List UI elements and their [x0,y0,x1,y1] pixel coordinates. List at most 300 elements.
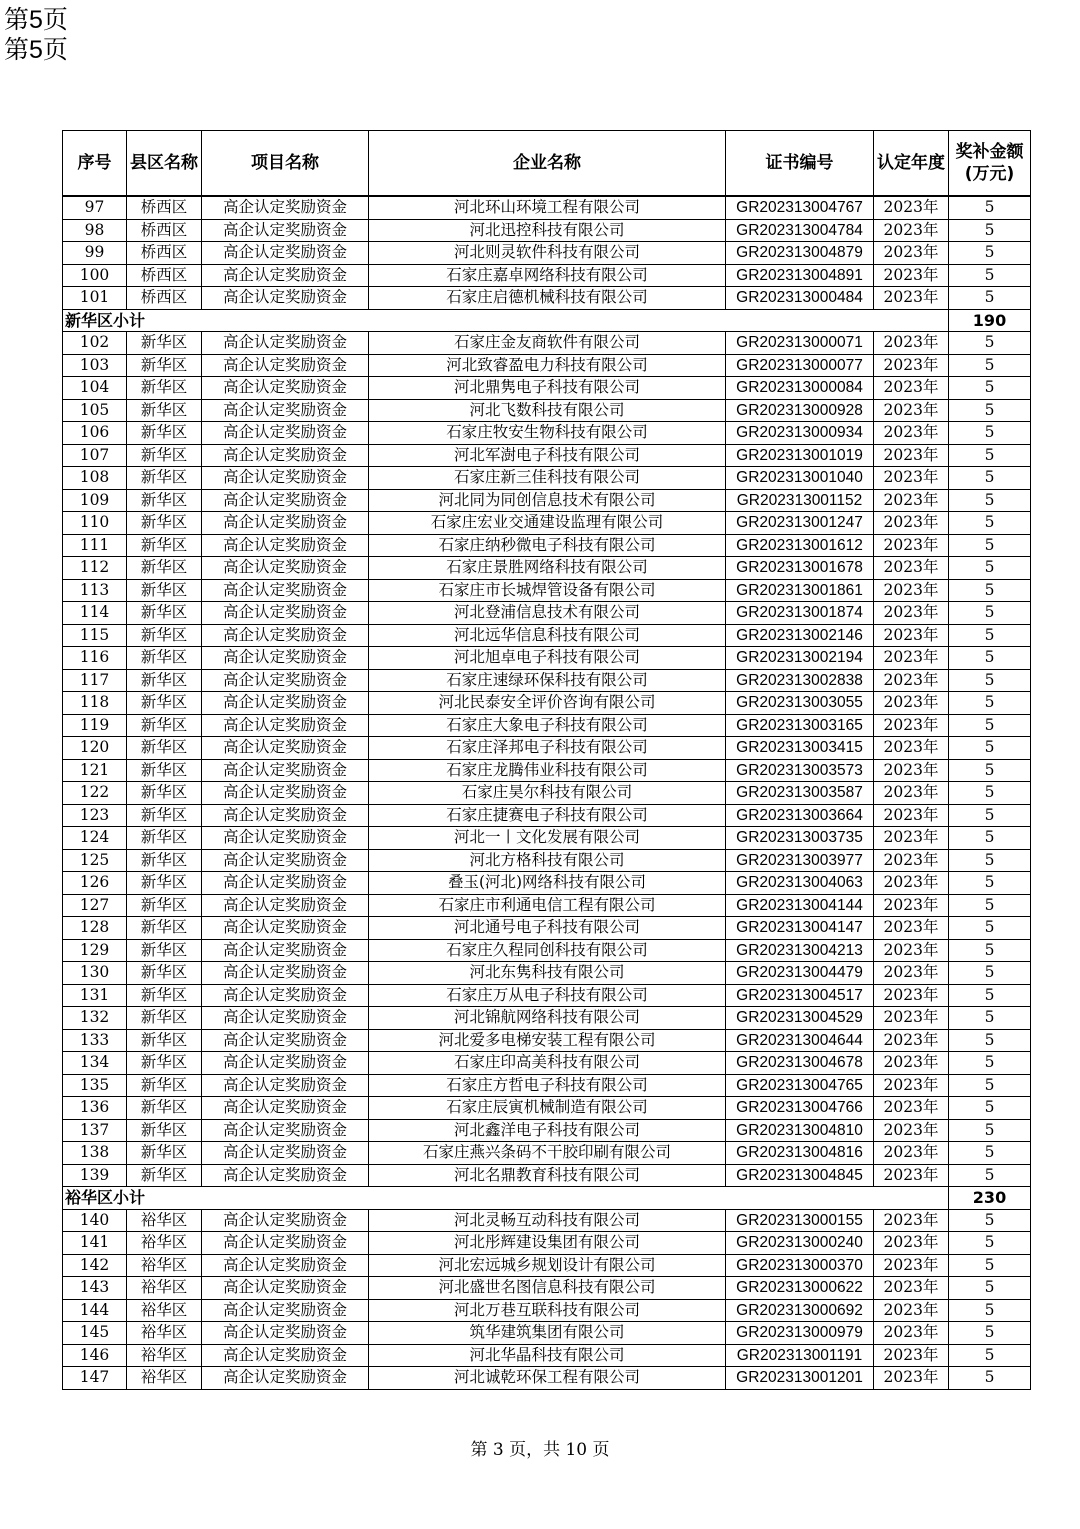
header-project: 项目名称 [202,131,369,197]
cell-project: 高企认定奖励资金 [202,737,369,760]
cell-project: 高企认定奖励资金 [202,196,369,219]
cell-amount: 5 [949,287,1031,310]
table-row [63,1097,1031,1120]
cell-county: 新华区 [127,939,202,962]
cell-amount: 5 [949,1322,1031,1345]
cell-no: 127 [63,894,127,917]
cell-company: 河北则灵软件科技有限公司 [369,242,726,265]
subtotal-label: 新华区小计 [63,309,202,332]
cell-county: 新华区 [127,737,202,760]
cell-amount: 5 [949,332,1031,355]
cell-project: 高企认定奖励资金 [202,1277,369,1300]
cell-county: 新华区 [127,422,202,445]
table-header-row [63,131,1031,197]
cell-amount: 5 [949,354,1031,377]
cell-cert: GR202313001874 [726,602,874,625]
cell-project: 高企认定奖励资金 [202,534,369,557]
cell-year: 2023年 [874,399,949,422]
cell-no: 107 [63,444,127,467]
table-row [63,1322,1031,1345]
subtotal-spacer [202,309,949,332]
cell-year: 2023年 [874,872,949,895]
cell-project: 高企认定奖励资金 [202,669,369,692]
cell-company: 石家庄启德机械科技有限公司 [369,287,726,310]
cell-year: 2023年 [874,422,949,445]
cell-amount: 5 [949,489,1031,512]
cell-county: 新华区 [127,1119,202,1142]
table-row [63,962,1031,985]
table-row [63,1254,1031,1277]
page-header-line-2: 第5页 [4,36,68,64]
cell-county: 裕华区 [127,1367,202,1390]
cell-year: 2023年 [874,759,949,782]
subtotal-row [63,309,1031,332]
table-row [63,1074,1031,1097]
table-row [63,804,1031,827]
cell-year: 2023年 [874,264,949,287]
cell-cert: GR202313004766 [726,1097,874,1120]
cell-year: 2023年 [874,804,949,827]
cell-county: 新华区 [127,489,202,512]
cell-year: 2023年 [874,602,949,625]
cell-no: 129 [63,939,127,962]
cell-no: 114 [63,602,127,625]
cell-amount: 5 [949,624,1031,647]
cell-project: 高企认定奖励资金 [202,219,369,242]
cell-project: 高企认定奖励资金 [202,984,369,1007]
table-row [63,444,1031,467]
cell-cert: GR202313000934 [726,422,874,445]
cell-company: 石家庄昊尔科技有限公司 [369,782,726,805]
cell-year: 2023年 [874,939,949,962]
cell-amount: 5 [949,534,1031,557]
cell-cert: GR202313000979 [726,1322,874,1345]
cell-county: 裕华区 [127,1209,202,1232]
cell-county: 新华区 [127,849,202,872]
cell-year: 2023年 [874,714,949,737]
cell-county: 桥西区 [127,242,202,265]
table-row [63,1119,1031,1142]
cell-county: 新华区 [127,512,202,535]
cell-no: 145 [63,1322,127,1345]
cell-cert: GR202313000370 [726,1254,874,1277]
cell-cert: GR202313004529 [726,1007,874,1030]
cell-company: 石家庄纳秒微电子科技有限公司 [369,534,726,557]
cell-company: 河北同为同创信息技术有限公司 [369,489,726,512]
cell-year: 2023年 [874,669,949,692]
cell-project: 高企认定奖励资金 [202,1164,369,1187]
subtotal-row [63,1187,1031,1210]
cell-no: 138 [63,1142,127,1165]
cell-cert: GR202313001678 [726,557,874,580]
cell-company: 河北鑫洋电子科技有限公司 [369,1119,726,1142]
cell-county: 新华区 [127,827,202,850]
cell-project: 高企认定奖励资金 [202,489,369,512]
table-row [63,737,1031,760]
cell-project: 高企认定奖励资金 [202,647,369,670]
cell-no: 106 [63,422,127,445]
cell-company: 石家庄市长城焊管设备有限公司 [369,579,726,602]
cell-year: 2023年 [874,1322,949,1345]
cell-county: 新华区 [127,962,202,985]
cell-county: 裕华区 [127,1254,202,1277]
cell-no: 136 [63,1097,127,1120]
cell-company: 筑华建筑集团有限公司 [369,1322,726,1345]
cell-no: 131 [63,984,127,1007]
table-row [63,714,1031,737]
cell-project: 高企认定奖励资金 [202,714,369,737]
cell-cert: GR202313000484 [726,287,874,310]
cell-amount: 5 [949,939,1031,962]
cell-county: 新华区 [127,1029,202,1052]
cell-cert: GR202313000071 [726,332,874,355]
cell-amount: 5 [949,1209,1031,1232]
cell-project: 高企认定奖励资金 [202,579,369,602]
table-row [63,647,1031,670]
cell-year: 2023年 [874,377,949,400]
cell-company: 河北军澍电子科技有限公司 [369,444,726,467]
cell-no: 126 [63,872,127,895]
table-row [63,827,1031,850]
cell-cert: GR202313004784 [726,219,874,242]
table-row [63,242,1031,265]
cell-no: 125 [63,849,127,872]
header-year: 认定年度 [874,131,949,197]
table-body [63,196,1031,1389]
cell-county: 新华区 [127,647,202,670]
cell-project: 高企认定奖励资金 [202,1142,369,1165]
cell-no: 109 [63,489,127,512]
table-row [63,264,1031,287]
table-row [63,917,1031,940]
table-row [63,467,1031,490]
cell-no: 111 [63,534,127,557]
cell-project: 高企认定奖励资金 [202,1322,369,1345]
cell-amount: 5 [949,759,1031,782]
cell-year: 2023年 [874,737,949,760]
cell-amount: 5 [949,692,1031,715]
table-row [63,984,1031,1007]
cell-project: 高企认定奖励资金 [202,1097,369,1120]
cell-company: 石家庄久程同创科技有限公司 [369,939,726,962]
cell-county: 桥西区 [127,287,202,310]
cell-company: 河北诚乾环保工程有限公司 [369,1367,726,1390]
subtotal-label: 裕华区小计 [63,1187,202,1210]
cell-company: 河北彤辉建设集团有限公司 [369,1232,726,1255]
cell-no: 134 [63,1052,127,1075]
cell-no: 113 [63,579,127,602]
cell-project: 高企认定奖励资金 [202,377,369,400]
cell-no: 104 [63,377,127,400]
cell-no: 100 [63,264,127,287]
cell-amount: 5 [949,1052,1031,1075]
cell-county: 桥西区 [127,264,202,287]
cell-company: 石家庄龙腾伟业科技有限公司 [369,759,726,782]
cell-year: 2023年 [874,1344,949,1367]
cell-amount: 5 [949,647,1031,670]
cell-amount: 5 [949,849,1031,872]
cell-cert: GR202313000155 [726,1209,874,1232]
cell-project: 高企认定奖励资金 [202,827,369,850]
cell-company: 河北飞数科技有限公司 [369,399,726,422]
table-row [63,872,1031,895]
cell-year: 2023年 [874,332,949,355]
table-row [63,602,1031,625]
cell-year: 2023年 [874,579,949,602]
table-row [63,1052,1031,1075]
table-row [63,1344,1031,1367]
table-row [63,579,1031,602]
table-row [63,512,1031,535]
cell-project: 高企认定奖励资金 [202,287,369,310]
table-row [63,894,1031,917]
cell-county: 新华区 [127,692,202,715]
cell-year: 2023年 [874,692,949,715]
cell-no: 135 [63,1074,127,1097]
cell-company: 石家庄金友商软件有限公司 [369,332,726,355]
cell-no: 123 [63,804,127,827]
table-row [63,692,1031,715]
cell-county: 新华区 [127,714,202,737]
cell-county: 新华区 [127,444,202,467]
subtotal-spacer [202,1187,949,1210]
cell-company: 河北民泰安全评价咨询有限公司 [369,692,726,715]
cell-county: 新华区 [127,377,202,400]
table-row [63,759,1031,782]
cell-no: 110 [63,512,127,535]
cell-cert: GR202313004063 [726,872,874,895]
cell-cert: GR202313004767 [726,196,874,219]
cell-county: 桥西区 [127,196,202,219]
cell-no: 130 [63,962,127,985]
cell-no: 141 [63,1232,127,1255]
cell-company: 河北名鼎教育科技有限公司 [369,1164,726,1187]
cell-no: 146 [63,1344,127,1367]
cell-year: 2023年 [874,512,949,535]
cell-cert: GR202313004213 [726,939,874,962]
cell-project: 高企认定奖励资金 [202,804,369,827]
cell-no: 98 [63,219,127,242]
cell-company: 石家庄嘉卓网络科技有限公司 [369,264,726,287]
cell-year: 2023年 [874,557,949,580]
cell-amount: 5 [949,1164,1031,1187]
cell-company: 石家庄牧安生物科技有限公司 [369,422,726,445]
cell-amount: 5 [949,962,1031,985]
cell-year: 2023年 [874,624,949,647]
cell-company: 石家庄辰寅机械制造有限公司 [369,1097,726,1120]
cell-company: 河北远华信息科技有限公司 [369,624,726,647]
cell-amount: 5 [949,1074,1031,1097]
cell-project: 高企认定奖励资金 [202,332,369,355]
cell-year: 2023年 [874,1367,949,1390]
cell-company: 河北通号电子科技有限公司 [369,917,726,940]
cell-amount: 5 [949,377,1031,400]
cell-cert: GR202313003055 [726,692,874,715]
cell-year: 2023年 [874,1164,949,1187]
cell-cert: GR202313004765 [726,1074,874,1097]
cell-year: 2023年 [874,219,949,242]
table-row [63,1029,1031,1052]
cell-cert: GR202313003977 [726,849,874,872]
cell-county: 新华区 [127,332,202,355]
cell-company: 河北一丨文化发展有限公司 [369,827,726,850]
table-row [63,219,1031,242]
cell-project: 高企认定奖励资金 [202,1254,369,1277]
table-row [63,196,1031,219]
cell-amount: 5 [949,1254,1031,1277]
cell-county: 新华区 [127,984,202,1007]
cell-company: 河北环山环境工程有限公司 [369,196,726,219]
cell-amount: 5 [949,1029,1031,1052]
cell-amount: 5 [949,602,1031,625]
cell-company: 石家庄速绿环保科技有限公司 [369,669,726,692]
cell-amount: 5 [949,399,1031,422]
table-row [63,534,1031,557]
cell-cert: GR202313003735 [726,827,874,850]
cell-project: 高企认定奖励资金 [202,872,369,895]
cell-cert: GR202313004816 [726,1142,874,1165]
cell-project: 高企认定奖励资金 [202,1367,369,1390]
cell-county: 裕华区 [127,1232,202,1255]
cell-county: 裕华区 [127,1277,202,1300]
cell-year: 2023年 [874,1074,949,1097]
cell-amount: 5 [949,557,1031,580]
cell-company: 河北万巷互联科技有限公司 [369,1299,726,1322]
cell-no: 124 [63,827,127,850]
cell-county: 新华区 [127,782,202,805]
table-row [63,1232,1031,1255]
cell-year: 2023年 [874,1052,949,1075]
cell-year: 2023年 [874,489,949,512]
cell-amount: 5 [949,1119,1031,1142]
header-cert: 证书编号 [726,131,874,197]
cell-amount: 5 [949,264,1031,287]
cell-company: 石家庄燕兴条码不干胶印刷有限公司 [369,1142,726,1165]
cell-company: 河北方格科技有限公司 [369,849,726,872]
cell-cert: GR202313001247 [726,512,874,535]
cell-cert: GR202313002146 [726,624,874,647]
page-header-line-1: 第5页 [4,6,68,34]
cell-year: 2023年 [874,984,949,1007]
cell-year: 2023年 [874,1209,949,1232]
cell-cert: GR202313003664 [726,804,874,827]
cell-cert: GR202313004891 [726,264,874,287]
cell-project: 高企认定奖励资金 [202,1299,369,1322]
cell-cert: GR202313004810 [726,1119,874,1142]
cell-year: 2023年 [874,1097,949,1120]
table-row [63,1209,1031,1232]
table-row [63,399,1031,422]
cell-cert: GR202313004678 [726,1052,874,1075]
cell-amount: 5 [949,1232,1031,1255]
cell-county: 新华区 [127,669,202,692]
cell-no: 102 [63,332,127,355]
cell-cert: GR202313000622 [726,1277,874,1300]
cell-project: 高企认定奖励资金 [202,1052,369,1075]
cell-no: 144 [63,1299,127,1322]
cell-no: 120 [63,737,127,760]
cell-amount: 5 [949,1142,1031,1165]
table-row [63,1142,1031,1165]
cell-company: 石家庄捷赛电子科技有限公司 [369,804,726,827]
cell-cert: GR202313003165 [726,714,874,737]
cell-cert: GR202313002838 [726,669,874,692]
cell-amount: 5 [949,714,1031,737]
cell-no: 139 [63,1164,127,1187]
cell-cert: GR202313000240 [726,1232,874,1255]
cell-project: 高企认定奖励资金 [202,962,369,985]
cell-company: 河北致睿盈电力科技有限公司 [369,354,726,377]
cell-amount: 5 [949,984,1031,1007]
table-row [63,782,1031,805]
cell-project: 高企认定奖励资金 [202,1344,369,1367]
table-row [63,1007,1031,1030]
cell-company: 石家庄泽邦电子科技有限公司 [369,737,726,760]
cell-company: 石家庄宏业交通建设监理有限公司 [369,512,726,535]
cell-cert: GR202313000928 [726,399,874,422]
cell-project: 高企认定奖励资金 [202,894,369,917]
table-row [63,422,1031,445]
cell-year: 2023年 [874,1299,949,1322]
cell-project: 高企认定奖励资金 [202,467,369,490]
cell-company: 河北锦航网络科技有限公司 [369,1007,726,1030]
table-row [63,354,1031,377]
table-row [63,1277,1031,1300]
cell-amount: 5 [949,1367,1031,1390]
cell-year: 2023年 [874,1007,949,1030]
cell-year: 2023年 [874,196,949,219]
cell-no: 132 [63,1007,127,1030]
cell-no: 133 [63,1029,127,1052]
cell-amount: 5 [949,1344,1031,1367]
subtotal-amount: 190 [949,309,1031,332]
table-row [63,1299,1031,1322]
cell-year: 2023年 [874,894,949,917]
cell-amount: 5 [949,219,1031,242]
cell-amount: 5 [949,467,1031,490]
cell-county: 新华区 [127,1052,202,1075]
cell-amount: 5 [949,1277,1031,1300]
cell-company: 河北迅控科技有限公司 [369,219,726,242]
table-row [63,1164,1031,1187]
cell-project: 高企认定奖励资金 [202,512,369,535]
cell-amount: 5 [949,422,1031,445]
cell-year: 2023年 [874,849,949,872]
cell-year: 2023年 [874,782,949,805]
cell-project: 高企认定奖励资金 [202,849,369,872]
cell-amount: 5 [949,1097,1031,1120]
cell-amount: 5 [949,196,1031,219]
cell-no: 101 [63,287,127,310]
cell-county: 裕华区 [127,1344,202,1367]
cell-amount: 5 [949,242,1031,265]
table-row [63,377,1031,400]
subtotal-amount: 230 [949,1187,1031,1210]
cell-company: 石家庄景胜网络科技有限公司 [369,557,726,580]
page-footer: 第 3 页，共 10 页 [470,1440,610,1460]
cell-cert: GR202313004845 [726,1164,874,1187]
cell-amount: 5 [949,737,1031,760]
cell-company: 河北东隽科技有限公司 [369,962,726,985]
cell-no: 142 [63,1254,127,1277]
cell-cert: GR202313001152 [726,489,874,512]
cell-county: 新华区 [127,624,202,647]
cell-no: 105 [63,399,127,422]
cell-amount: 5 [949,669,1031,692]
cell-cert: GR202313001861 [726,579,874,602]
cell-company: 叠玉(河北)网络科技有限公司 [369,872,726,895]
cell-cert: GR202313004479 [726,962,874,985]
